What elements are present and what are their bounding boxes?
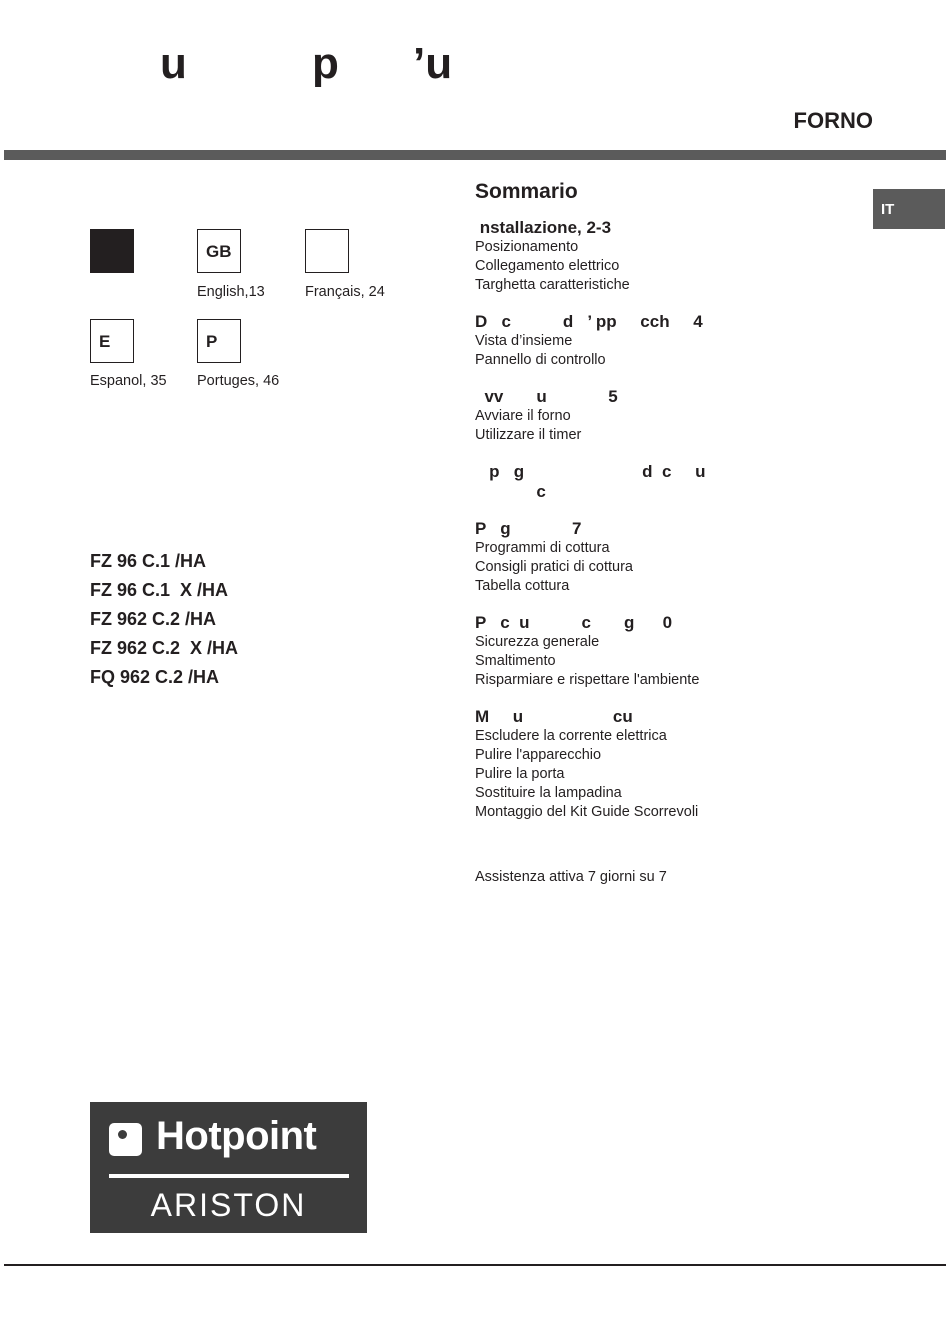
toc-item: Pulire la porta: [475, 766, 565, 782]
language-box-italiano: [90, 229, 134, 273]
language-tab-it: IT: [873, 189, 945, 229]
language-label-english: English,13: [197, 284, 265, 300]
toc-item: Pulire l'apparecchio: [475, 747, 602, 763]
toc-section-heading: D c d ’ pp cch 4: [475, 312, 703, 331]
language-box-gb: GB: [197, 229, 241, 273]
language-box-p: P: [197, 319, 241, 363]
model-name: FZ 96 C.1 X /HA: [90, 580, 229, 600]
toc-item: Programmi di cottura: [475, 540, 610, 556]
toc-section-heading: nstallazione, 2-3: [475, 218, 612, 237]
toc-item: Tabella cottura: [475, 578, 570, 594]
toc-section-heading: p g d c u c: [489, 462, 706, 501]
toc-item: Sostituire la lampadina: [475, 785, 622, 801]
model-name: FZ 962 C.2 X /HA: [90, 638, 239, 658]
model-name: FZ 962 C.2 /HA: [90, 609, 217, 629]
brand-logo: [90, 1102, 367, 1233]
toc-item: Montaggio del Kit Guide Scorrevoli: [475, 804, 699, 820]
toc-section: [475, 387, 865, 445]
footer-rule: [4, 1264, 946, 1266]
toc-item: Utilizzare il timer: [475, 427, 582, 443]
logo-divider: [109, 1174, 349, 1178]
toc-item: Posizionamento: [475, 239, 579, 255]
toc-item: Sicurezza generale: [475, 634, 600, 650]
toc-section-heading: M u cu: [475, 707, 633, 726]
header-rule: [4, 150, 946, 160]
title-fragment: p: [312, 39, 339, 88]
logo-sub-text: ARISTON: [150, 1187, 307, 1223]
language-label-espanol: Espanol, 35: [90, 373, 167, 389]
toc-section: [475, 707, 865, 822]
model-name: FZ 96 C.1 /HA: [90, 551, 207, 571]
toc-section-heading: P c u c g 0: [475, 613, 673, 632]
toc-item: Pannello di controllo: [475, 352, 606, 368]
toc-section: [475, 613, 865, 690]
title-fragment: ’u: [413, 39, 453, 88]
toc-item: Avviare il forno: [475, 408, 571, 424]
product-name: FORNO: [793, 108, 873, 133]
title-fragment: u: [160, 39, 187, 88]
language-box-fr: [305, 229, 349, 273]
toc-section: [475, 312, 865, 370]
logo-brand-text: Hotpoint: [156, 1114, 317, 1158]
toc-item: Escludere la corrente elettrica: [475, 728, 667, 744]
toc-section-heading: vv u 5: [475, 387, 618, 406]
language-label-portuges: Portuges, 46: [197, 373, 280, 389]
toc-item: Targhetta caratteristiche: [475, 277, 630, 293]
toc-section-heading: P g 7: [475, 519, 582, 538]
model-list: [90, 550, 238, 695]
language-label-francais: Français, 24: [305, 284, 385, 300]
toc-section: [475, 218, 865, 295]
logo-mark-icon: [109, 1123, 142, 1156]
toc-item: Vista d’insieme: [475, 333, 573, 349]
assistance-note: Assistenza attiva 7 giorni su 7: [475, 869, 667, 885]
table-of-contents: [475, 180, 865, 839]
toc-item: Risparmiare e rispettare l'ambiente: [475, 672, 700, 688]
toc-section: [475, 462, 865, 502]
toc-item: Smaltimento: [475, 653, 556, 669]
model-name: FQ 962 C.2 /HA: [90, 667, 220, 687]
language-box-e: E: [90, 319, 134, 363]
toc-section: [475, 519, 865, 596]
toc-title: Sommario: [475, 180, 578, 203]
toc-item: Consigli pratici di cottura: [475, 559, 633, 575]
toc-item: Collegamento elettrico: [475, 258, 620, 274]
